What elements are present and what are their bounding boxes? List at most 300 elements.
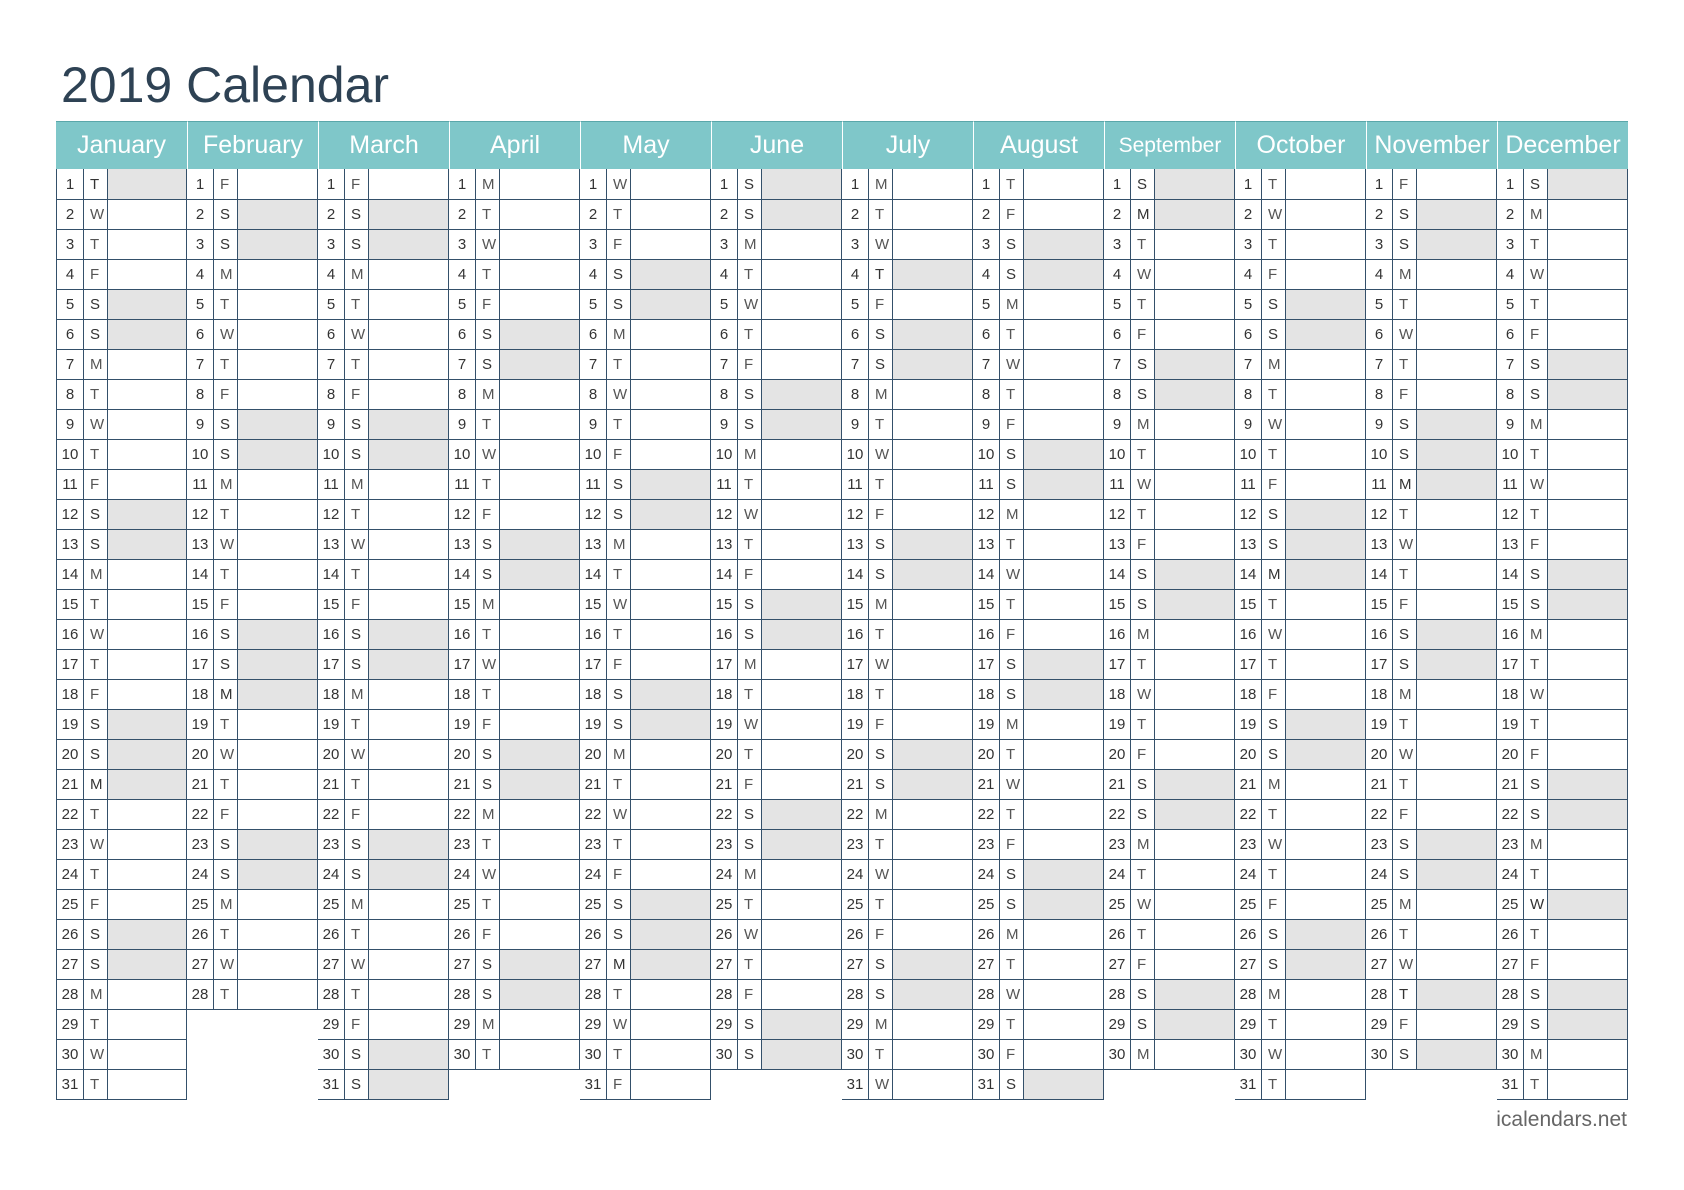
day-note-cell <box>238 500 317 529</box>
weekday-letter: M <box>1000 290 1024 319</box>
day-note-cell <box>893 230 972 259</box>
day-row <box>187 409 317 439</box>
day-note-cell <box>238 530 317 559</box>
day-note-cell <box>369 1040 448 1069</box>
day-number: 11 <box>842 470 869 499</box>
weekday-letter: S <box>1393 650 1417 679</box>
day-note-cell <box>631 320 710 349</box>
weekday-letter: S <box>84 710 108 739</box>
day-row <box>1497 589 1627 619</box>
day-note-cell <box>1286 200 1365 229</box>
day-number: 24 <box>318 860 345 889</box>
day-row <box>1366 499 1496 529</box>
day-note-cell <box>108 560 186 589</box>
day-number: 11 <box>449 470 476 499</box>
day-number: 1 <box>1497 169 1524 199</box>
day-number: 10 <box>1104 440 1131 469</box>
day-number: 16 <box>580 620 607 649</box>
day-number: 21 <box>187 770 214 799</box>
day-row <box>1366 409 1496 439</box>
day-number: 27 <box>711 950 738 979</box>
day-row <box>580 259 710 289</box>
weekday-letter: W <box>214 320 238 349</box>
day-note-cell <box>631 260 710 289</box>
day-note-cell <box>1286 230 1365 259</box>
day-number: 23 <box>187 830 214 859</box>
day-note-cell <box>1548 350 1627 379</box>
weekday-letter: S <box>84 740 108 769</box>
day-row <box>449 229 579 259</box>
day-note-cell <box>108 500 186 529</box>
month-days <box>1235 169 1366 1100</box>
day-row <box>57 979 186 1009</box>
weekday-letter: T <box>1131 230 1155 259</box>
day-number: 15 <box>1497 590 1524 619</box>
day-note-cell <box>1417 800 1496 829</box>
month-days <box>1366 169 1497 1070</box>
day-note-cell <box>1548 620 1627 649</box>
day-note-cell <box>893 830 972 859</box>
day-number: 8 <box>973 380 1000 409</box>
day-number: 18 <box>1497 680 1524 709</box>
month-days <box>1497 169 1628 1100</box>
weekday-letter: T <box>214 560 238 589</box>
day-note-cell <box>1548 740 1627 769</box>
weekday-letter: S <box>345 440 369 469</box>
day-number: 24 <box>1366 860 1393 889</box>
day-note-cell <box>631 169 710 199</box>
day-number: 23 <box>318 830 345 859</box>
weekday-letter: T <box>345 980 369 1009</box>
day-row <box>1497 229 1627 259</box>
day-note-cell <box>762 830 841 859</box>
day-number: 16 <box>973 620 1000 649</box>
day-row <box>1104 589 1234 619</box>
day-note-cell <box>238 620 317 649</box>
weekday-letter: S <box>476 770 500 799</box>
day-note-cell <box>893 950 972 979</box>
day-row <box>711 319 841 349</box>
day-number: 27 <box>57 950 84 979</box>
day-note-cell <box>1286 1040 1365 1069</box>
day-row <box>57 949 186 979</box>
weekday-letter: T <box>1393 920 1417 949</box>
day-row <box>1366 169 1496 199</box>
day-number: 25 <box>580 890 607 919</box>
weekday-letter: S <box>1262 500 1286 529</box>
weekday-letter: F <box>1000 1040 1024 1069</box>
day-note-cell <box>1548 560 1627 589</box>
day-number: 27 <box>449 950 476 979</box>
day-note-cell <box>1024 680 1103 709</box>
day-number: 30 <box>711 1040 738 1069</box>
day-number: 19 <box>1497 710 1524 739</box>
day-note-cell <box>762 290 841 319</box>
day-number: 2 <box>1104 200 1131 229</box>
day-number: 28 <box>187 980 214 1009</box>
weekday-letter: S <box>1262 740 1286 769</box>
day-row <box>580 1069 710 1099</box>
day-row <box>1104 469 1234 499</box>
day-row <box>842 439 972 469</box>
weekday-letter: S <box>1524 350 1548 379</box>
day-row <box>1497 889 1627 919</box>
weekday-letter: W <box>1262 1040 1286 1069</box>
day-row <box>1497 259 1627 289</box>
weekday-letter: T <box>869 890 893 919</box>
weekday-letter: S <box>738 1010 762 1039</box>
weekday-letter: M <box>476 590 500 619</box>
day-number: 17 <box>1235 650 1262 679</box>
day-row <box>318 949 448 979</box>
day-row <box>1366 829 1496 859</box>
day-row <box>842 499 972 529</box>
day-note-cell <box>1024 980 1103 1009</box>
day-number: 16 <box>1366 620 1393 649</box>
day-row <box>842 889 972 919</box>
weekday-letter: M <box>607 740 631 769</box>
day-number: 11 <box>973 470 1000 499</box>
month-days <box>580 169 711 1100</box>
weekday-letter: M <box>1524 620 1548 649</box>
day-number: 1 <box>1235 169 1262 199</box>
day-row <box>580 949 710 979</box>
weekday-letter: S <box>869 320 893 349</box>
day-row <box>57 439 186 469</box>
weekday-letter: T <box>738 470 762 499</box>
day-note-cell <box>631 650 710 679</box>
weekday-letter: S <box>476 980 500 1009</box>
day-note-cell <box>1155 980 1234 1009</box>
day-number: 13 <box>711 530 738 559</box>
day-row <box>580 589 710 619</box>
day-number: 26 <box>187 920 214 949</box>
day-row <box>973 499 1103 529</box>
day-row <box>842 1039 972 1069</box>
day-number: 21 <box>449 770 476 799</box>
day-note-cell <box>108 800 186 829</box>
day-note-cell <box>762 320 841 349</box>
day-note-cell <box>1286 380 1365 409</box>
day-note-cell <box>631 590 710 619</box>
day-row <box>187 919 317 949</box>
day-note-cell <box>500 169 579 199</box>
month-header: April <box>449 121 580 169</box>
day-row <box>1366 1039 1496 1069</box>
weekday-letter: W <box>607 800 631 829</box>
day-note-cell <box>631 740 710 769</box>
day-note-cell <box>1155 830 1234 859</box>
day-note-cell <box>1155 710 1234 739</box>
day-note-cell <box>631 800 710 829</box>
month-november <box>1366 121 1497 1100</box>
day-row <box>187 439 317 469</box>
day-row <box>318 679 448 709</box>
day-note-cell <box>1548 440 1627 469</box>
day-note-cell <box>1155 920 1234 949</box>
day-note-cell <box>631 710 710 739</box>
day-note-cell <box>238 590 317 619</box>
day-note-cell <box>1155 350 1234 379</box>
day-number: 26 <box>711 920 738 949</box>
day-number: 6 <box>1497 320 1524 349</box>
weekday-letter: M <box>476 169 500 199</box>
day-note-cell <box>893 740 972 769</box>
weekday-letter: W <box>1262 620 1286 649</box>
day-row <box>1235 289 1365 319</box>
weekday-letter: S <box>738 590 762 619</box>
day-row <box>1497 349 1627 379</box>
day-note-cell <box>893 650 972 679</box>
day-note-cell <box>631 770 710 799</box>
day-number: 26 <box>1235 920 1262 949</box>
weekday-letter: T <box>1262 169 1286 199</box>
day-number: 14 <box>1497 560 1524 589</box>
day-number: 30 <box>449 1040 476 1069</box>
day-note-cell <box>369 350 448 379</box>
day-note-cell <box>631 470 710 499</box>
day-note-cell <box>1548 1040 1627 1069</box>
day-row <box>1235 559 1365 589</box>
weekday-letter: W <box>1131 680 1155 709</box>
day-row <box>57 679 186 709</box>
day-row <box>449 619 579 649</box>
day-row <box>580 229 710 259</box>
day-note-cell <box>238 980 317 1009</box>
day-row <box>580 559 710 589</box>
day-row <box>1497 979 1627 1009</box>
day-row <box>187 319 317 349</box>
day-row <box>842 769 972 799</box>
day-row <box>1235 319 1365 349</box>
weekday-letter: F <box>345 590 369 619</box>
day-row <box>842 829 972 859</box>
month-header: July <box>842 121 973 169</box>
weekday-letter: M <box>1524 410 1548 439</box>
day-note-cell <box>369 1070 448 1099</box>
day-row <box>187 529 317 559</box>
weekday-letter: W <box>214 950 238 979</box>
day-row <box>973 199 1103 229</box>
day-row <box>1366 439 1496 469</box>
weekday-letter: M <box>1131 1040 1155 1069</box>
weekday-letter: M <box>84 980 108 1009</box>
day-row <box>57 349 186 379</box>
day-number: 7 <box>57 350 84 379</box>
day-note-cell <box>108 590 186 619</box>
day-note-cell <box>1548 260 1627 289</box>
day-note-cell <box>108 200 186 229</box>
day-number: 13 <box>318 530 345 559</box>
day-number: 6 <box>57 320 84 349</box>
day-row <box>57 1069 186 1099</box>
day-row <box>842 589 972 619</box>
day-note-cell <box>500 860 579 889</box>
day-row <box>711 1039 841 1069</box>
weekday-letter: W <box>84 1040 108 1069</box>
weekday-letter: T <box>738 530 762 559</box>
day-number: 20 <box>57 740 84 769</box>
day-note-cell <box>1024 620 1103 649</box>
weekday-letter: F <box>214 590 238 619</box>
day-row <box>1235 979 1365 1009</box>
day-note-cell <box>500 890 579 919</box>
day-note-cell <box>369 800 448 829</box>
day-note-cell <box>1417 530 1496 559</box>
day-row <box>57 859 186 889</box>
day-note-cell <box>108 410 186 439</box>
day-number: 19 <box>318 710 345 739</box>
day-row <box>1104 559 1234 589</box>
day-note-cell <box>108 890 186 919</box>
day-number: 19 <box>711 710 738 739</box>
day-note-cell <box>762 740 841 769</box>
day-number: 18 <box>580 680 607 709</box>
weekday-letter: T <box>214 290 238 319</box>
weekday-letter: M <box>607 320 631 349</box>
day-row <box>187 169 317 199</box>
day-note-cell <box>108 860 186 889</box>
day-number: 9 <box>1366 410 1393 439</box>
month-september <box>1104 121 1235 1100</box>
month-days <box>318 169 449 1100</box>
weekday-letter: T <box>1524 650 1548 679</box>
day-note-cell <box>1548 950 1627 979</box>
weekday-letter: S <box>869 350 893 379</box>
day-number: 15 <box>973 590 1000 619</box>
day-row <box>973 1069 1103 1099</box>
weekday-letter: S <box>214 830 238 859</box>
weekday-letter: T <box>476 200 500 229</box>
weekday-letter: F <box>345 169 369 199</box>
day-note-cell <box>108 830 186 859</box>
day-note-cell <box>893 590 972 619</box>
day-number: 25 <box>973 890 1000 919</box>
day-number: 16 <box>187 620 214 649</box>
month-header: December <box>1497 121 1628 169</box>
day-note-cell <box>1024 260 1103 289</box>
day-number: 15 <box>57 590 84 619</box>
day-row <box>1497 529 1627 559</box>
day-number: 1 <box>973 169 1000 199</box>
day-number: 21 <box>580 770 607 799</box>
day-number: 1 <box>711 169 738 199</box>
day-note-cell <box>762 260 841 289</box>
day-number: 5 <box>842 290 869 319</box>
day-number: 6 <box>449 320 476 349</box>
day-row <box>1366 199 1496 229</box>
day-number: 12 <box>1104 500 1131 529</box>
day-row <box>711 229 841 259</box>
day-row <box>1104 799 1234 829</box>
day-number: 9 <box>449 410 476 439</box>
weekday-letter: M <box>1131 830 1155 859</box>
month-days <box>449 169 580 1070</box>
day-number: 15 <box>1366 590 1393 619</box>
day-row <box>842 199 972 229</box>
day-number: 1 <box>187 169 214 199</box>
day-row <box>1235 439 1365 469</box>
day-number: 4 <box>711 260 738 289</box>
weekday-letter: S <box>1262 920 1286 949</box>
day-row <box>1104 709 1234 739</box>
day-number: 29 <box>711 1010 738 1039</box>
day-number: 18 <box>57 680 84 709</box>
day-note-cell <box>1155 950 1234 979</box>
day-number: 24 <box>1235 860 1262 889</box>
day-row <box>1366 259 1496 289</box>
day-number: 17 <box>580 650 607 679</box>
day-number: 5 <box>57 290 84 319</box>
day-note-cell <box>1155 650 1234 679</box>
day-note-cell <box>108 350 186 379</box>
weekday-letter: S <box>1524 380 1548 409</box>
day-note-cell <box>1417 1010 1496 1039</box>
day-row <box>449 799 579 829</box>
weekday-letter: W <box>607 169 631 199</box>
weekday-letter: M <box>1000 920 1024 949</box>
day-note-cell <box>369 710 448 739</box>
day-row <box>1235 349 1365 379</box>
day-number: 24 <box>711 860 738 889</box>
day-row <box>318 379 448 409</box>
day-note-cell <box>500 710 579 739</box>
day-note-cell <box>893 860 972 889</box>
day-row <box>580 649 710 679</box>
weekday-letter: W <box>1524 680 1548 709</box>
weekday-letter: W <box>476 860 500 889</box>
weekday-letter: S <box>1000 650 1024 679</box>
weekday-letter: W <box>1393 320 1417 349</box>
weekday-letter: S <box>1000 440 1024 469</box>
day-row <box>1104 529 1234 559</box>
weekday-letter: S <box>1000 230 1024 259</box>
day-note-cell <box>893 710 972 739</box>
weekday-letter: W <box>345 740 369 769</box>
day-row <box>711 289 841 319</box>
weekday-letter: S <box>738 410 762 439</box>
day-number: 28 <box>1497 980 1524 1009</box>
day-number: 27 <box>1497 950 1524 979</box>
weekday-letter: M <box>869 800 893 829</box>
month-header: February <box>187 121 318 169</box>
day-row <box>1366 1009 1496 1039</box>
day-row <box>187 649 317 679</box>
day-row <box>318 859 448 889</box>
day-number: 21 <box>842 770 869 799</box>
month-header: August <box>973 121 1104 169</box>
weekday-letter: F <box>607 440 631 469</box>
day-number: 30 <box>842 1040 869 1069</box>
day-note-cell <box>893 1010 972 1039</box>
weekday-letter: T <box>345 350 369 379</box>
day-number: 9 <box>842 410 869 439</box>
day-row <box>1104 499 1234 529</box>
day-number: 22 <box>580 800 607 829</box>
day-note-cell <box>108 650 186 679</box>
day-note-cell <box>1548 500 1627 529</box>
day-note-cell <box>1155 590 1234 619</box>
day-note-cell <box>1548 1070 1627 1099</box>
day-row <box>449 379 579 409</box>
weekday-letter: T <box>214 980 238 1009</box>
weekday-letter: T <box>1000 800 1024 829</box>
weekday-letter: S <box>84 320 108 349</box>
day-note-cell <box>762 470 841 499</box>
day-note-cell <box>893 980 972 1009</box>
day-note-cell <box>631 950 710 979</box>
day-note-cell <box>1155 860 1234 889</box>
